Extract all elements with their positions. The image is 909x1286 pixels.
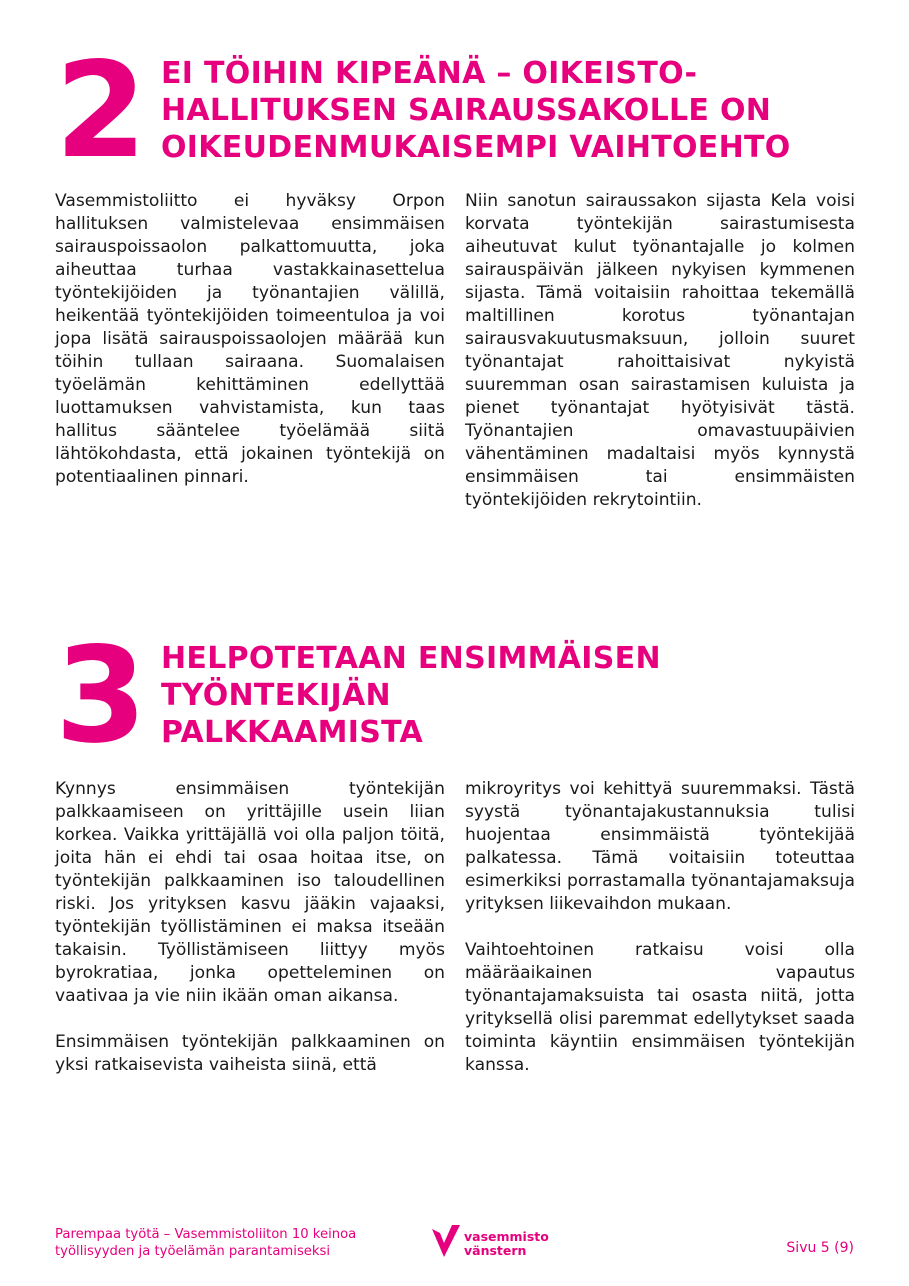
footer-line: Parempaa työtä – Vasemmistoliiton 10 keinoa xyxy=(55,1227,357,1242)
logo-wordmark xyxy=(464,1230,549,1258)
right-column xyxy=(465,190,855,512)
heading-line: HALLITUKSEN SAIRAUSSAKOLLE ON xyxy=(161,93,772,128)
paragraph: Kynnys ensimmäisen työntekijän palkkaamiseen on yrittäjille usein liian korkea. Vaikka yrittäjällä voi olla paljon töitä, joita hän ei ehdi tai osaa hoitaa itse, on työntekijän palkkaaminen iso taloudellinen riski. Jos yrityksen kasvu jääkin vajaaksi, työntekijän työllistäminen ei maksa itseään takaisin. Työllistämiseen liittyy myös byrokratiaa, jonka opetteleminen on vaativaa ja vie niin ikään oman aikansa. xyxy=(55,779,445,1006)
footer-line: työllisyyden ja työelämän parantamiseksi xyxy=(55,1244,331,1259)
heading-line: TYÖNTEKIJÄN xyxy=(161,678,391,713)
section-2 xyxy=(55,34,855,525)
page-number: Sivu 5 (9) xyxy=(786,1240,854,1256)
heading-line: OIKEUDENMUKAISEMPI VAIHTOEHTO xyxy=(161,130,791,165)
section-number: 2 xyxy=(55,34,143,188)
paragraph: Vaihtoehtoinen ratkaisu voisi olla määräaikainen vapautus työnantajamaksuista tai osasta niitä, jotta yrityksellä olisi paremmat edellytykset saada toiminta käyntiin ensimmäisen työntekijän kanssa. xyxy=(465,940,855,1075)
section-heading xyxy=(161,640,661,751)
heading-line: PALKKAAMISTA xyxy=(161,715,424,750)
heading-line: EI TÖIHIN KIPEÄNÄ – OIKEISTO- xyxy=(161,56,698,91)
left-column xyxy=(55,778,445,1077)
v-logo-icon xyxy=(430,1223,462,1261)
section-heading xyxy=(161,55,791,166)
heading-line: HELPOTETAAN ENSIMMÄISEN xyxy=(161,641,661,676)
left-column xyxy=(55,190,445,489)
paragraph: Ensimmäisen työntekijän palkkaaminen on yksi ratkaisevista vaiheista siinä, että xyxy=(55,1032,445,1075)
paragraph: mikroyritys voi kehittyä suuremmaksi. Tästä syystä työnantajakustannuksia tulisi huojentaa ensimmäistä työntekijää palkatessa. Tämä voitaisiin toteuttaa esimerkiksi porrastamalla työnantajamaksuja yrityksen liikevaihdon mukaan. xyxy=(465,779,855,914)
logo-line: vänstern xyxy=(464,1243,527,1258)
vasemmisto-logo xyxy=(430,1223,570,1263)
paragraph: Niin sanotun sairaussakon sijasta Kela voisi korvata työntekijän sairastumisesta aiheutuvat kulut työnantajalle jo kolmen sairauspäivän jälkeen nykyisen kymmenen sijasta. Tämä voitaisiin rahoittaa tekemällä maltillinen korotus työnantajan sairausvakuutusmaksuun, jolloin suuret työnantajat rahoittaisivat nykyistä suuremman osan sairastamisen kuluista ja pienet työnantajat hyötyisivät tästä. Työnantajien omavastuupäivien vähentäminen madaltaisi myös kynnystä ensimmäisen tai ensimmäisten työntekijöiden rekrytointiin. xyxy=(465,191,855,510)
section-number: 3 xyxy=(55,619,143,773)
paragraph: Vasemmistoliitto ei hyväksy Orpon hallituksen valmistelevaa ensimmäisen sairauspoissaolon palkattomuutta, joka aiheuttaa turhaa vastakkainasettelua työntekijöiden ja työnantajien välillä, heikentää työntekijöiden toimeentuloa ja voi jopa lisätä sairauspoissaolojen määrää kun töihin tullaan sairaana. Suomalaisen työelämän kehittäminen edellyttää luottamuksen vahvistamista, kun taas hallitus sääntelee työelämää siitä lähtökohdasta, että jokainen työntekijä on potentiaalinen pinnari. xyxy=(55,191,445,487)
logo-line: vasemmisto xyxy=(464,1229,549,1244)
footer-title xyxy=(55,1226,356,1260)
section-3 xyxy=(55,619,855,1110)
right-column xyxy=(465,778,855,1077)
